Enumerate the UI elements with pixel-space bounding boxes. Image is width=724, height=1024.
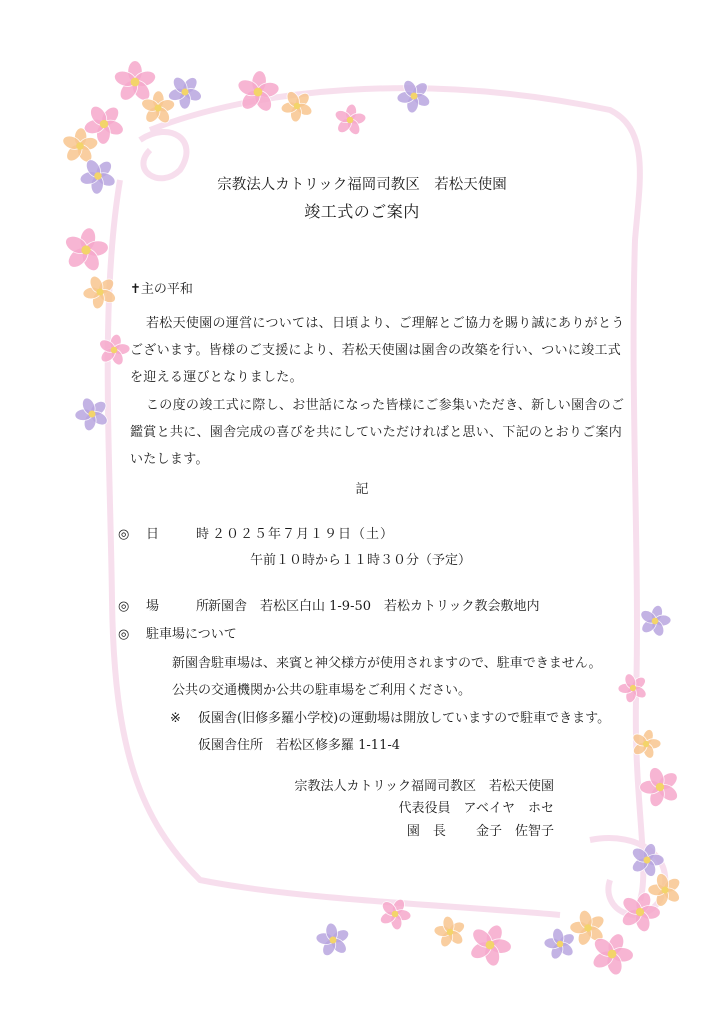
- flower-decoration: [331, 102, 369, 139]
- body-line-3: を迎える運びとなりました。: [130, 370, 303, 385]
- parking-line-1: 新園舎駐車場は、来賓と神父様方が使用されますので、駐車できません。: [172, 656, 602, 671]
- flower-decoration: [428, 909, 473, 954]
- flower-decoration: [627, 725, 666, 763]
- event-place: 新園舎 若松区白山 1-9-50 若松カトリック教会敷地内: [208, 599, 540, 614]
- ki-heading: 記: [355, 482, 369, 497]
- parking-note-row: [170, 710, 610, 728]
- parking-label: 駐車場について: [146, 627, 237, 642]
- flower-decoration: [59, 224, 114, 277]
- body-line-5: 鑑賞と共に、園舎完成の喜びを共にしていただければと思い、下記のとおりご案内: [130, 425, 623, 440]
- flower-decoration: [233, 68, 282, 115]
- flower-decoration: [112, 61, 157, 104]
- parking-line-2: 公共の交通機関か公共の駐車場をご利用ください。: [172, 683, 472, 698]
- flower-decoration: [635, 601, 676, 640]
- flower-decoration: [389, 71, 439, 121]
- signature-representative: 代表役員 アベイヤ ホセ: [398, 801, 554, 816]
- page-title: 竣工式のご案内: [304, 202, 420, 221]
- double-circle-icon: ◎: [118, 527, 130, 542]
- double-circle-icon: ◎: [118, 627, 130, 642]
- double-circle-icon: ◎: [118, 599, 130, 614]
- greeting: ✝主の平和: [130, 282, 193, 297]
- place-label: 場 所: [146, 599, 222, 614]
- flower-decoration: [75, 267, 125, 317]
- body-line-4: この度の竣工式に際し、お世話になった皆様にご参集いただき、新しい園舎のご: [146, 398, 625, 413]
- flower-decoration: [309, 916, 356, 964]
- event-date: ２０２５年７月１９日（土）: [212, 527, 395, 542]
- place-row: [118, 598, 222, 616]
- flower-decoration: [461, 916, 520, 974]
- datetime-label: 日 時: [146, 527, 222, 542]
- parking-note: 仮園舎(旧修多羅小学校)の運動場は開放していますので駐車できます。: [198, 711, 611, 726]
- flower-decoration: [94, 331, 134, 370]
- body-line-2: ございます。皆様のご支援により、若松天使園は園舎の改築を行い、ついに竣工式: [130, 343, 622, 358]
- event-time: 午前１０時から１１時３０分（予定）: [250, 553, 472, 568]
- body-line-1: 若松天使園の運営については、日頃より、ご理解とご協力を賜り誠にありがとう: [146, 316, 625, 331]
- note-mark: ※: [170, 711, 181, 726]
- signature-director: 園 長 金子 佐智子: [406, 824, 554, 839]
- signature-organization: 宗教法人カトリック福岡司教区 若松天使園: [294, 779, 554, 794]
- temporary-address: 仮園舎住所 若松区修多羅 1-11-4: [198, 738, 401, 753]
- organization-heading: 宗教法人カトリック福岡司教区 若松天使園: [217, 177, 507, 193]
- parking-row: [118, 626, 237, 644]
- body-line-6: いたします。: [130, 452, 209, 467]
- datetime-row: [118, 526, 222, 544]
